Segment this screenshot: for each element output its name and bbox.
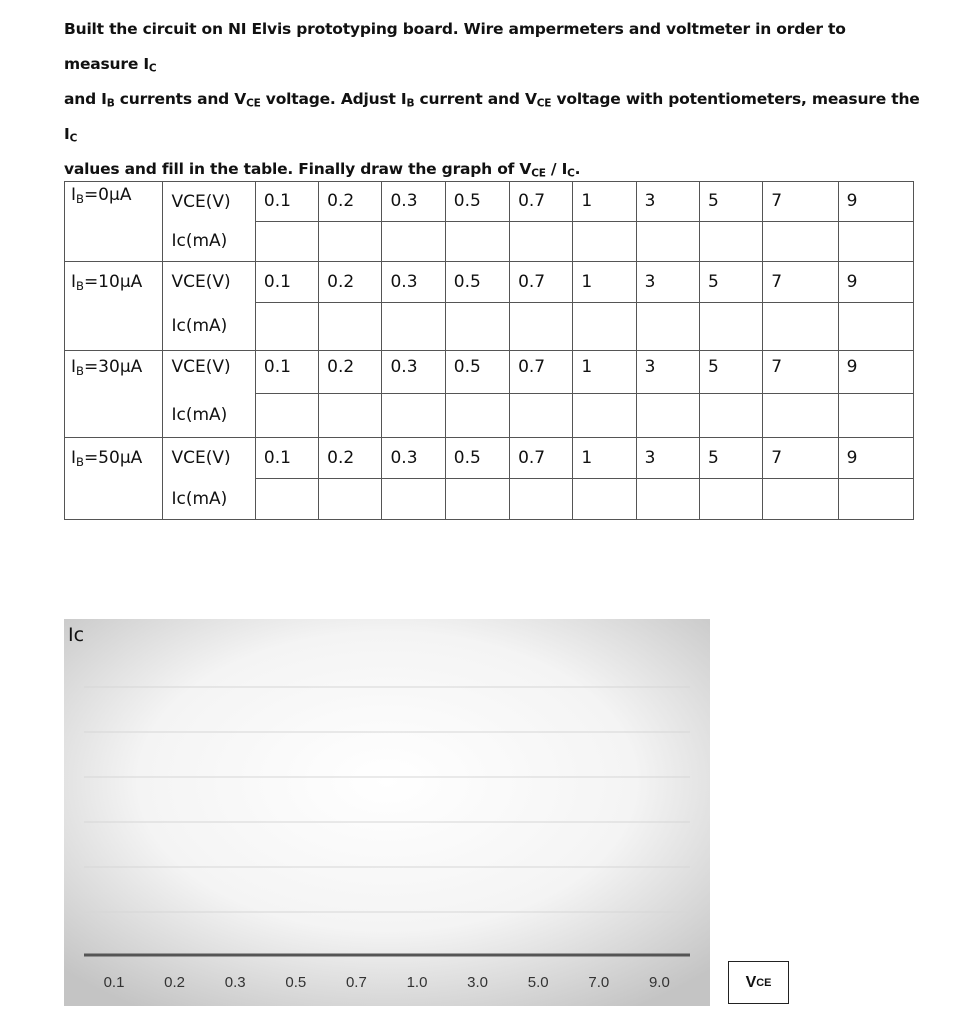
x-tick-label: 0.1 <box>103 974 125 991</box>
measurement-table <box>64 181 914 520</box>
table-row <box>65 221 914 261</box>
x-axis-label: V CE <box>728 961 789 1004</box>
vce-label: VCE(V) <box>163 350 255 393</box>
vce-value-cell: 0.7 <box>510 350 573 393</box>
ib-label-3: $I_B=50\mu A$ <box>65 438 163 479</box>
vce-value-cell: 5 <box>699 261 762 302</box>
ic-input-cell[interactable] <box>255 221 318 261</box>
plot-background <box>64 619 710 1006</box>
ic-input-cell[interactable] <box>319 478 382 519</box>
x-tick-label: 9.0 <box>648 974 670 991</box>
ic-input-cell[interactable] <box>510 478 573 519</box>
ib-label-1: $I_B=10\mu A$ <box>65 261 163 302</box>
ic-input-cell[interactable] <box>573 478 636 519</box>
vce-value-cell: 5 <box>699 350 762 393</box>
vce-value-cell: 7 <box>763 261 838 302</box>
ib-label-0: $I_B=0\mu A$ <box>65 182 163 222</box>
ic-label: Ic(mA) <box>163 221 255 261</box>
vce-value-cell: 0.7 <box>510 261 573 302</box>
ic-input-cell[interactable] <box>699 221 762 261</box>
ic-input-cell[interactable] <box>445 478 509 519</box>
vce-value-cell: 5 <box>699 182 762 222</box>
ic-input-cell[interactable] <box>573 221 636 261</box>
vce-value-cell: 0.7 <box>510 182 573 222</box>
vce-label: VCE(V) <box>163 261 255 302</box>
x-tick-label: 7.0 <box>588 974 610 991</box>
vce-value-cell: 0.2 <box>319 261 382 302</box>
vce-value-cell: 7 <box>763 182 838 222</box>
instructions-line-1: Built the circuit on NI Elvis prototyping board. Wire ampermeters and voltmeter in order to measure $I_C$ <box>64 20 846 75</box>
vce-value-cell: 7 <box>763 438 838 479</box>
table-row <box>65 393 914 437</box>
vce-value-cell: 7 <box>763 350 838 393</box>
y-axis-label: Ic <box>68 624 85 646</box>
ic-input-cell[interactable] <box>319 302 382 350</box>
vce-label: VCE(V) <box>163 438 255 479</box>
table-row <box>65 438 914 479</box>
vce-value-cell: 0.1 <box>255 261 318 302</box>
vce-value-cell: 0.2 <box>319 182 382 222</box>
ic-input-cell[interactable] <box>382 221 445 261</box>
table-row <box>65 182 914 222</box>
ic-input-cell[interactable] <box>636 393 699 437</box>
ic-input-cell[interactable] <box>838 478 913 519</box>
x-tick-label: 5.0 <box>527 974 549 991</box>
ic-input-cell[interactable] <box>382 393 445 437</box>
vce-value-cell: 0.3 <box>382 261 445 302</box>
table-row <box>65 350 914 393</box>
table-row <box>65 478 914 519</box>
vce-value-cell: 0.5 <box>445 438 509 479</box>
ic-input-cell[interactable] <box>255 478 318 519</box>
x-tick-label: 0.2 <box>164 974 186 991</box>
instructions-line-3: values and fill in the table. Finally draw the graph of $V_{CE} / I_C$. <box>64 160 581 180</box>
vce-value-cell: 1 <box>573 350 636 393</box>
ic-input-cell[interactable] <box>255 302 318 350</box>
vce-value-cell: 0.1 <box>255 350 318 393</box>
ic-input-cell[interactable] <box>382 478 445 519</box>
vce-value-cell: 0.1 <box>255 438 318 479</box>
ic-input-cell[interactable] <box>636 478 699 519</box>
ic-input-cell[interactable] <box>319 393 382 437</box>
vce-value-cell: 0.5 <box>445 182 509 222</box>
ic-input-cell[interactable] <box>763 478 838 519</box>
ic-input-cell[interactable] <box>838 221 913 261</box>
instructions-text <box>64 12 924 187</box>
ic-input-cell[interactable] <box>763 393 838 437</box>
ic-input-cell[interactable] <box>838 302 913 350</box>
ic-input-cell[interactable] <box>763 302 838 350</box>
instructions-line-2: and $I_B$ currents and $V_{CE}$ voltage. Adjust $I_B$ current and $V_{CE}$ voltage with potentiometers, measure the $I_C$ <box>64 90 920 145</box>
vce-value-cell: 9 <box>838 438 913 479</box>
ic-label: Ic(mA) <box>163 478 255 519</box>
vce-ic-chart <box>64 619 710 1010</box>
ic-input-cell[interactable] <box>510 393 573 437</box>
ic-input-cell[interactable] <box>636 302 699 350</box>
ic-input-cell[interactable] <box>763 221 838 261</box>
table-row <box>65 302 914 350</box>
x-tick-label: 0.7 <box>345 974 367 991</box>
ic-input-cell[interactable] <box>699 478 762 519</box>
vce-value-cell: 3 <box>636 261 699 302</box>
ic-input-cell[interactable] <box>445 221 509 261</box>
vce-value-cell: 0.3 <box>382 182 445 222</box>
vce-value-cell: 0.2 <box>319 438 382 479</box>
vce-value-cell: 5 <box>699 438 762 479</box>
vce-value-cell: 1 <box>573 438 636 479</box>
vce-value-cell: 0.5 <box>445 261 509 302</box>
ib-label-spacer <box>65 302 163 350</box>
ic-input-cell[interactable] <box>838 393 913 437</box>
ic-label: Ic(mA) <box>163 302 255 350</box>
vce-value-cell: 1 <box>573 261 636 302</box>
vce-value-cell: 0.7 <box>510 438 573 479</box>
vce-value-cell: 0.5 <box>445 350 509 393</box>
ic-input-cell[interactable] <box>445 393 509 437</box>
ib-label-spacer <box>65 221 163 261</box>
ic-input-cell[interactable] <box>255 393 318 437</box>
vce-value-cell: 0.1 <box>255 182 318 222</box>
ic-input-cell[interactable] <box>636 221 699 261</box>
ic-input-cell[interactable] <box>319 221 382 261</box>
vce-label: VCE(V) <box>163 182 255 222</box>
x-tick-label: 1.0 <box>406 974 428 991</box>
ic-input-cell[interactable] <box>699 302 762 350</box>
x-tick-label: 3.0 <box>467 974 489 991</box>
vce-value-cell: 9 <box>838 350 913 393</box>
vce-value-cell: 0.3 <box>382 350 445 393</box>
vce-value-cell: 3 <box>636 350 699 393</box>
chart-plot <box>64 619 710 1006</box>
table-row <box>65 261 914 302</box>
vce-value-cell: 3 <box>636 438 699 479</box>
vce-value-cell: 0.3 <box>382 438 445 479</box>
ic-label: Ic(mA) <box>163 393 255 437</box>
ib-label-spacer <box>65 393 163 437</box>
x-tick-label: 0.5 <box>285 974 307 991</box>
ic-input-cell[interactable] <box>382 302 445 350</box>
ib-label-2: $I_B=30\mu A$ <box>65 350 163 393</box>
ic-input-cell[interactable] <box>699 393 762 437</box>
ic-input-cell[interactable] <box>573 302 636 350</box>
vce-value-cell: 0.2 <box>319 350 382 393</box>
vce-value-cell: 9 <box>838 182 913 222</box>
vce-value-cell: 1 <box>573 182 636 222</box>
ic-input-cell[interactable] <box>573 393 636 437</box>
vce-value-cell: 9 <box>838 261 913 302</box>
ib-label-spacer <box>65 478 163 519</box>
ic-input-cell[interactable] <box>445 302 509 350</box>
vce-value-cell: 3 <box>636 182 699 222</box>
ic-input-cell[interactable] <box>510 221 573 261</box>
ic-input-cell[interactable] <box>510 302 573 350</box>
x-tick-label: 0.3 <box>224 974 246 991</box>
